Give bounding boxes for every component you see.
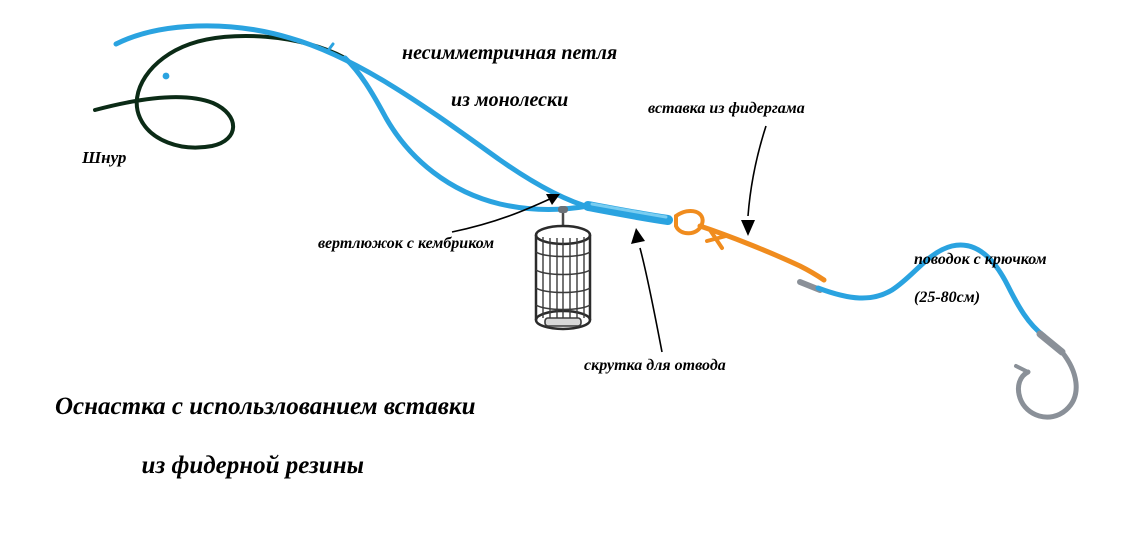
label-mono-loop-line2: из монолески: [450, 88, 569, 111]
label-mono-loop-line1: несимметричная петля: [402, 41, 618, 64]
feedergum-insert-path: [700, 226, 824, 280]
label-swivel: вертлюжок с кембриком: [318, 235, 495, 252]
twist-section: [588, 206, 668, 220]
label-braid: Шнур: [82, 148, 127, 167]
feedergum-pointer-arrow: [748, 126, 766, 216]
label-leader: [898, 232, 1047, 326]
diagram-title: [30, 362, 475, 539]
hook-point: [1016, 366, 1028, 372]
hook-bend: [1018, 352, 1076, 417]
feedergum-pointer-head: [741, 220, 755, 236]
diagram-title-line1: Оснастка с использлованием вставки: [55, 392, 476, 420]
label-feedergum-insert: вставка из фидергама: [648, 100, 805, 117]
swivel-body: [558, 206, 568, 213]
label-mono-loop: [382, 18, 617, 136]
braid-line-path: [95, 36, 345, 148]
twist-pointer-arrow: [640, 248, 662, 352]
label-leader-line2: (25-80см): [914, 288, 981, 306]
label-twist: скрутка для отвода: [584, 357, 726, 374]
hook-shank: [1040, 334, 1062, 352]
feeder-cage: [536, 226, 590, 329]
twist-pointer-head: [631, 228, 645, 244]
feedergum-loop-ring: [676, 211, 703, 233]
diagram-title-line2: из фидерной резины: [141, 451, 364, 479]
braid-knot-marker: [163, 73, 170, 80]
label-leader-line1: поводок с крючком: [914, 250, 1047, 268]
